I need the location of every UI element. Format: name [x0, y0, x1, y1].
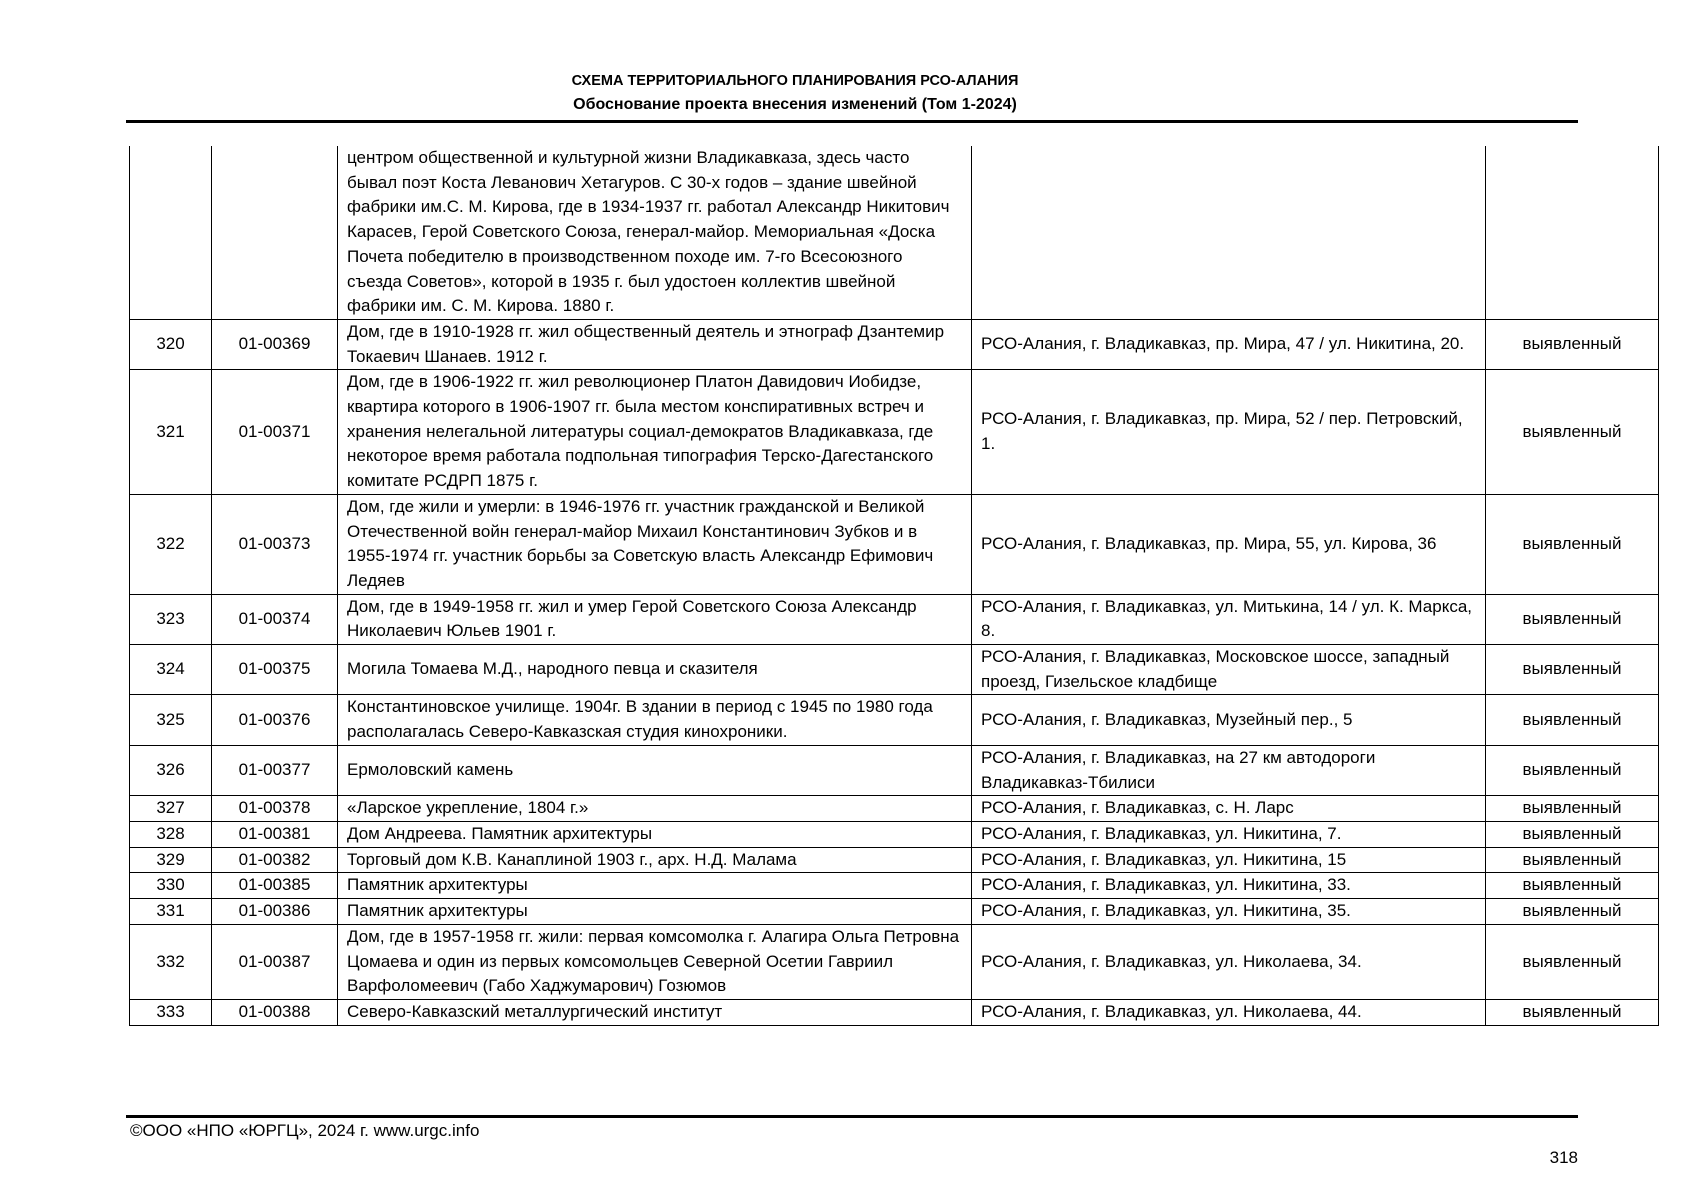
address-cell [972, 146, 1486, 319]
description-cell: центром общественной и культурной жизни Владикавказа, здесь часто бывал поэт Коста Леванович Хетагуров. С 30-х годов – здание швейной фабрики им.С. М. Кирова, где в 1934-1937 гг. работал Александр Никитович Карасев, Герой Советского Союза, генерал-майор. Мемориальная «Доска Почета победителю в производственном походе им. 7-го Всесоюзного съезда Советов», которой в 1935 г. был удостоен коллектив швейной фабрики им. С. М. Кирова. 1880 г. [338, 146, 972, 319]
code-cell: 01-00375 [212, 645, 338, 695]
table-row [130, 645, 1659, 695]
address-cell: РСО-Алания, г. Владикавказ, ул. Николаева, 34. [972, 924, 1486, 999]
address-cell: РСО-Алания, г. Владикавказ, ул. Никитина, 15 [972, 847, 1486, 873]
table-row [130, 494, 1659, 594]
code-cell: 01-00369 [212, 319, 338, 369]
num-cell: 325 [130, 695, 212, 745]
num-cell: 332 [130, 924, 212, 999]
code-cell: 01-00382 [212, 847, 338, 873]
document-title: СХЕМА ТЕРРИТОРИАЛЬНОГО ПЛАНИРОВАНИЯ РСО-АЛАНИЯ [571, 73, 1019, 89]
status-cell: выявленный [1486, 847, 1659, 873]
num-cell: 333 [130, 999, 212, 1025]
code-cell: 01-00377 [212, 745, 338, 795]
num-cell [130, 146, 212, 319]
code-cell: 01-00374 [212, 594, 338, 644]
status-cell: выявленный [1486, 873, 1659, 899]
address-cell: РСО-Алания, г. Владикавказ, на 27 км автодороги Владикавказ-Тбилиси [972, 745, 1486, 795]
footer-copyright: ©ООО «НПО «ЮРГЦ», 2024 г. www.urgc.info [130, 1121, 480, 1140]
num-cell: 331 [130, 899, 212, 925]
num-cell: 327 [130, 796, 212, 822]
address-cell: РСО-Алания, г. Владикавказ, пр. Мира, 47 / ул. Никитина, 20. [972, 319, 1486, 369]
description-cell: Торговый дом К.В. Канаплиной 1903 г., арх. Н.Д. Малама [338, 847, 972, 873]
table-row [130, 745, 1659, 795]
description-cell: Дом, где в 1949-1958 гг. жил и умер Герой Советского Союза Александр Николаевич Юльев 1901 г. [338, 594, 972, 644]
header-divider [126, 120, 1578, 123]
code-cell: 01-00378 [212, 796, 338, 822]
table-row-continuation [130, 146, 1659, 319]
address-cell: РСО-Алания, г. Владикавказ, пр. Мира, 52 / пер. Петровский, 1. [972, 370, 1486, 495]
address-cell: РСО-Алания, г. Владикавказ, ул. Николаева, 44. [972, 999, 1486, 1025]
address-cell: РСО-Алания, г. Владикавказ, пр. Мира, 55, ул. Кирова, 36 [972, 494, 1486, 594]
address-cell: РСО-Алания, г. Владикавказ, Музейный пер., 5 [972, 695, 1486, 745]
num-cell: 321 [130, 370, 212, 495]
status-cell: выявленный [1486, 999, 1659, 1025]
status-cell: выявленный [1486, 695, 1659, 745]
description-cell: Дом, где в 1906-1922 гг. жил революционер Платон Давидович Иобидзе, квартира которого в 1906-1907 гг. была местом конспиративных встреч и хранения нелегальной литературы социал-демократов Владикавказа, где некоторое время работала подпольная типография Терско-Дагестанского комитате РСДРП 1875 г. [338, 370, 972, 495]
code-cell: 01-00386 [212, 899, 338, 925]
num-cell: 320 [130, 319, 212, 369]
table-row [130, 370, 1659, 495]
num-cell: 328 [130, 821, 212, 847]
status-cell: выявленный [1486, 796, 1659, 822]
status-cell: выявленный [1486, 370, 1659, 495]
address-cell: РСО-Алания, г. Владикавказ, ул. Никитина, 7. [972, 821, 1486, 847]
address-cell: РСО-Алания, г. Владикавказ, ул. Никитина, 35. [972, 899, 1486, 925]
status-cell [1486, 146, 1659, 319]
num-cell: 330 [130, 873, 212, 899]
description-cell: Константиновское училище. 1904г. В здании в период с 1945 по 1980 года располагалась Северо-Кавказская студия кинохроники. [338, 695, 972, 745]
description-cell: Дом Андреева. Памятник архитектуры [338, 821, 972, 847]
table-row [130, 847, 1659, 873]
num-cell: 329 [130, 847, 212, 873]
code-cell: 01-00381 [212, 821, 338, 847]
description-cell: Дом, где в 1957-1958 гг. жили: первая комсомолка г. Алагира Ольга Петровна Цомаева и один из первых комсомольцев Северной Осетии Гавриил Варфоломеевич (Габо Хаджумарович) Гозюмов [338, 924, 972, 999]
code-cell: 01-00388 [212, 999, 338, 1025]
description-cell: «Ларское укрепление, 1804 г.» [338, 796, 972, 822]
status-cell: выявленный [1486, 494, 1659, 594]
code-cell: 01-00371 [212, 370, 338, 495]
table-row [130, 695, 1659, 745]
table-row [130, 899, 1659, 925]
page-number: 318 [1549, 1148, 1578, 1167]
num-cell: 322 [130, 494, 212, 594]
status-cell: выявленный [1486, 821, 1659, 847]
description-cell: Дом, где жили и умерли: в 1946-1976 гг. участник гражданской и Великой Отечественной войн генерал-майор Михаил Константинович Зубков и в 1955-1974 гг. участник борьбы за Советскую власть Александр Ефимович Ледяев [338, 494, 972, 594]
status-cell: выявленный [1486, 924, 1659, 999]
num-cell: 326 [130, 745, 212, 795]
code-cell [212, 146, 338, 319]
status-cell: выявленный [1486, 319, 1659, 369]
address-cell: РСО-Алания, г. Владикавказ, Московское шоссе, западный проезд, Гизельское кладбище [972, 645, 1486, 695]
table-row [130, 821, 1659, 847]
description-cell: Ермоловский камень [338, 745, 972, 795]
num-cell: 324 [130, 645, 212, 695]
footer-divider [126, 1115, 1578, 1118]
status-cell: выявленный [1486, 899, 1659, 925]
description-cell: Северо-Кавказский металлургический институт [338, 999, 972, 1025]
address-cell: РСО-Алания, г. Владикавказ, ул. Митькина, 14 / ул. К. Маркса, 8. [972, 594, 1486, 644]
address-cell: РСО-Алания, г. Владикавказ, с. Н. Ларс [972, 796, 1486, 822]
document-subtitle: Обоснование проекта внесения изменений (Том 1-2024) [573, 96, 1017, 113]
heritage-register-table [129, 146, 1659, 1026]
table-row [130, 999, 1659, 1025]
description-cell: Дом, где в 1910-1928 гг. жил общественный деятель и этнограф Дзантемир Токаевич Шанаев. 1912 г. [338, 319, 972, 369]
table-row [130, 594, 1659, 644]
address-cell: РСО-Алания, г. Владикавказ, ул. Никитина, 33. [972, 873, 1486, 899]
status-cell: выявленный [1486, 594, 1659, 644]
table-row [130, 319, 1659, 369]
table-row [130, 796, 1659, 822]
code-cell: 01-00376 [212, 695, 338, 745]
description-cell: Могила Томаева М.Д., народного певца и сказителя [338, 645, 972, 695]
table-row [130, 924, 1659, 999]
status-cell: выявленный [1486, 645, 1659, 695]
code-cell: 01-00385 [212, 873, 338, 899]
table-row [130, 873, 1659, 899]
status-cell: выявленный [1486, 745, 1659, 795]
code-cell: 01-00373 [212, 494, 338, 594]
num-cell: 323 [130, 594, 212, 644]
description-cell: Памятник архитектуры [338, 899, 972, 925]
description-cell: Памятник архитектуры [338, 873, 972, 899]
code-cell: 01-00387 [212, 924, 338, 999]
